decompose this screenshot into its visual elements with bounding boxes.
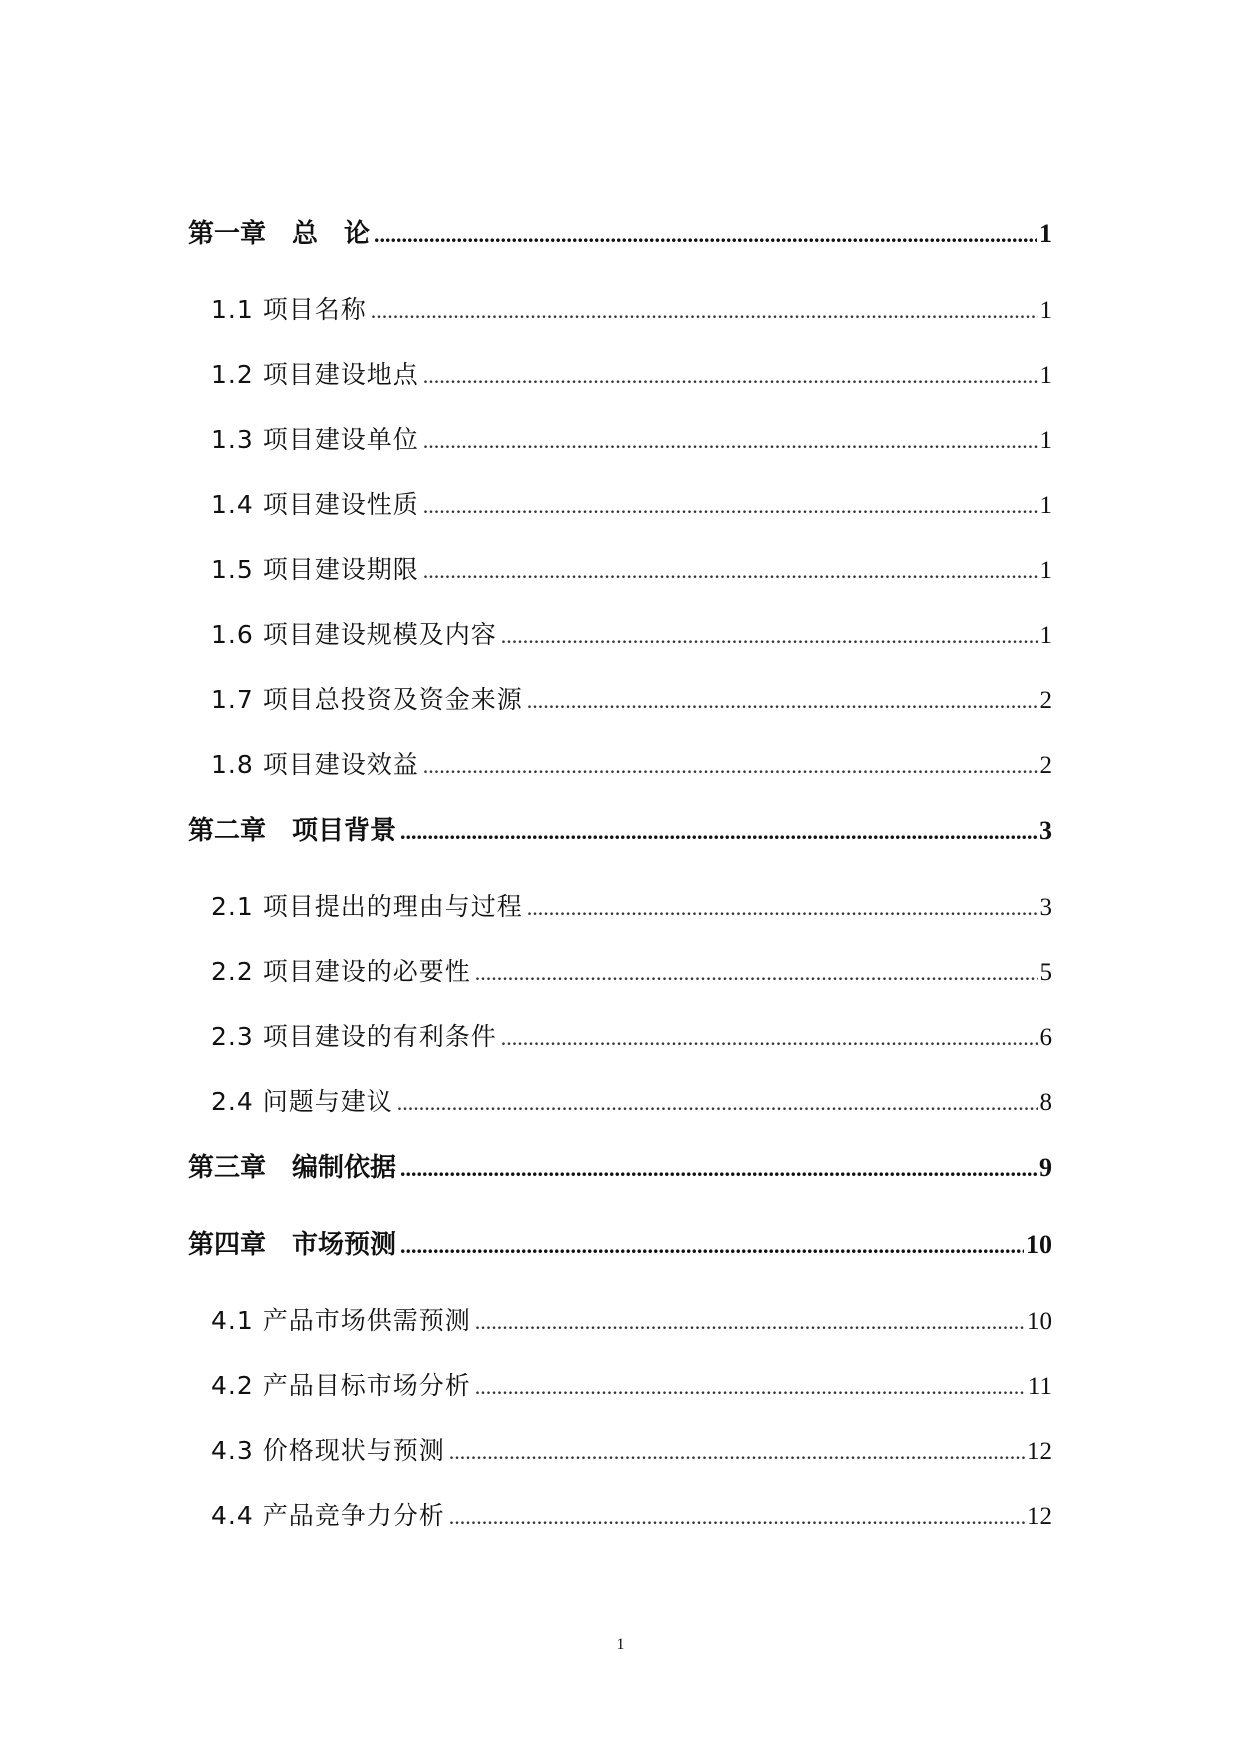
toc-entry-title: 2.4 问题与建议 [211, 1087, 393, 1116]
toc-entry-title: 4.3 价格现状与预测 [211, 1436, 445, 1465]
toc-dot-leader [527, 688, 1038, 714]
toc-section-1-7[interactable] [188, 680, 1052, 745]
toc-dot-leader [400, 819, 1037, 845]
toc-entry-page: 10 [1027, 1308, 1052, 1335]
toc-section-2-1[interactable] [188, 887, 1052, 952]
toc-chapter-2[interactable] [188, 810, 1052, 887]
page-number: 1 [616, 1636, 625, 1653]
toc-section-2-2[interactable] [188, 952, 1052, 1017]
toc-dot-leader [475, 1374, 1026, 1400]
toc-entry-page: 8 [1039, 1089, 1052, 1116]
toc-entry-title: 2.1 项目提出的理由与过程 [211, 892, 523, 921]
toc-entry-title: 1.5 项目建设期限 [211, 555, 419, 584]
toc-chapter-1[interactable] [188, 213, 1052, 290]
toc-dot-leader [449, 1504, 1025, 1530]
toc-dot-leader [501, 623, 1038, 649]
toc-entry-page: 12 [1027, 1503, 1052, 1530]
toc-entry-title: 第三章 编制依据 [188, 1153, 397, 1183]
toc-dot-leader [449, 1439, 1025, 1465]
toc-section-4-1[interactable] [188, 1301, 1052, 1366]
toc-section-1-5[interactable] [188, 550, 1052, 615]
toc-section-2-3[interactable] [188, 1017, 1052, 1082]
toc-dot-leader [371, 298, 1038, 324]
toc-entry-page: 11 [1027, 1373, 1052, 1400]
toc-entry-page: 1 [1039, 557, 1052, 584]
toc-entry-page: 10 [1026, 1230, 1052, 1259]
toc-entry-page: 12 [1027, 1438, 1052, 1465]
table-of-contents [188, 213, 1052, 1561]
toc-entry-page: 6 [1039, 1024, 1052, 1051]
toc-entry-title: 1.2 项目建设地点 [211, 360, 419, 389]
toc-dot-leader [374, 222, 1037, 248]
toc-section-4-3[interactable] [188, 1431, 1052, 1496]
toc-chapter-4[interactable] [188, 1224, 1052, 1301]
toc-section-1-4[interactable] [188, 485, 1052, 550]
toc-section-1-2[interactable] [188, 355, 1052, 420]
toc-entry-title: 4.2 产品目标市场分析 [211, 1371, 471, 1400]
toc-section-1-8[interactable] [188, 745, 1052, 810]
toc-dot-leader [475, 960, 1038, 986]
toc-dot-leader [475, 1309, 1025, 1335]
toc-dot-leader [400, 1156, 1037, 1182]
toc-entry-title: 1.3 项目建设单位 [211, 425, 419, 454]
toc-dot-leader [423, 753, 1038, 779]
toc-entry-title: 2.2 项目建设的必要性 [211, 957, 471, 986]
toc-entry-page: 1 [1039, 427, 1052, 454]
toc-entry-page: 1 [1039, 219, 1052, 248]
toc-dot-leader [423, 363, 1038, 389]
toc-entry-title: 1.8 项目建设效益 [211, 750, 419, 779]
toc-entry-title: 第一章 总 论 [188, 219, 371, 249]
toc-dot-leader [423, 558, 1038, 584]
toc-entry-title: 1.1 项目名称 [211, 295, 367, 324]
toc-entry-page: 1 [1039, 297, 1052, 324]
toc-entry-page: 1 [1039, 362, 1052, 389]
toc-dot-leader [423, 428, 1038, 454]
toc-entry-title: 4.1 产品市场供需预测 [211, 1306, 471, 1335]
toc-section-1-1[interactable] [188, 290, 1052, 355]
toc-dot-leader [397, 1090, 1038, 1116]
toc-entry-title: 1.4 项目建设性质 [211, 490, 419, 519]
toc-entry-page: 3 [1039, 894, 1052, 921]
toc-chapter-3[interactable] [188, 1147, 1052, 1224]
toc-dot-leader [423, 493, 1038, 519]
toc-entry-page: 9 [1039, 1153, 1052, 1182]
toc-entry-page: 1 [1039, 492, 1052, 519]
toc-dot-leader [400, 1233, 1024, 1259]
toc-section-1-3[interactable] [188, 420, 1052, 485]
toc-entry-title: 2.3 项目建设的有利条件 [211, 1022, 497, 1051]
toc-entry-title: 1.6 项目建设规模及内容 [211, 620, 497, 649]
toc-dot-leader [501, 1025, 1038, 1051]
toc-section-4-4[interactable] [188, 1496, 1052, 1561]
toc-entry-page: 1 [1039, 622, 1052, 649]
toc-section-4-2[interactable] [188, 1366, 1052, 1431]
toc-section-2-4[interactable] [188, 1082, 1052, 1147]
toc-entry-title: 第四章 市场预测 [188, 1230, 397, 1260]
toc-entry-title: 第二章 项目背景 [188, 816, 397, 846]
toc-entry-page: 5 [1039, 959, 1052, 986]
toc-section-1-6[interactable] [188, 615, 1052, 680]
toc-entry-page: 3 [1039, 816, 1052, 845]
toc-entry-page: 2 [1039, 687, 1052, 714]
toc-dot-leader [527, 895, 1038, 921]
toc-entry-title: 4.4 产品竞争力分析 [211, 1501, 445, 1530]
toc-entry-title: 1.7 项目总投资及资金来源 [211, 685, 523, 714]
toc-entry-page: 2 [1039, 752, 1052, 779]
